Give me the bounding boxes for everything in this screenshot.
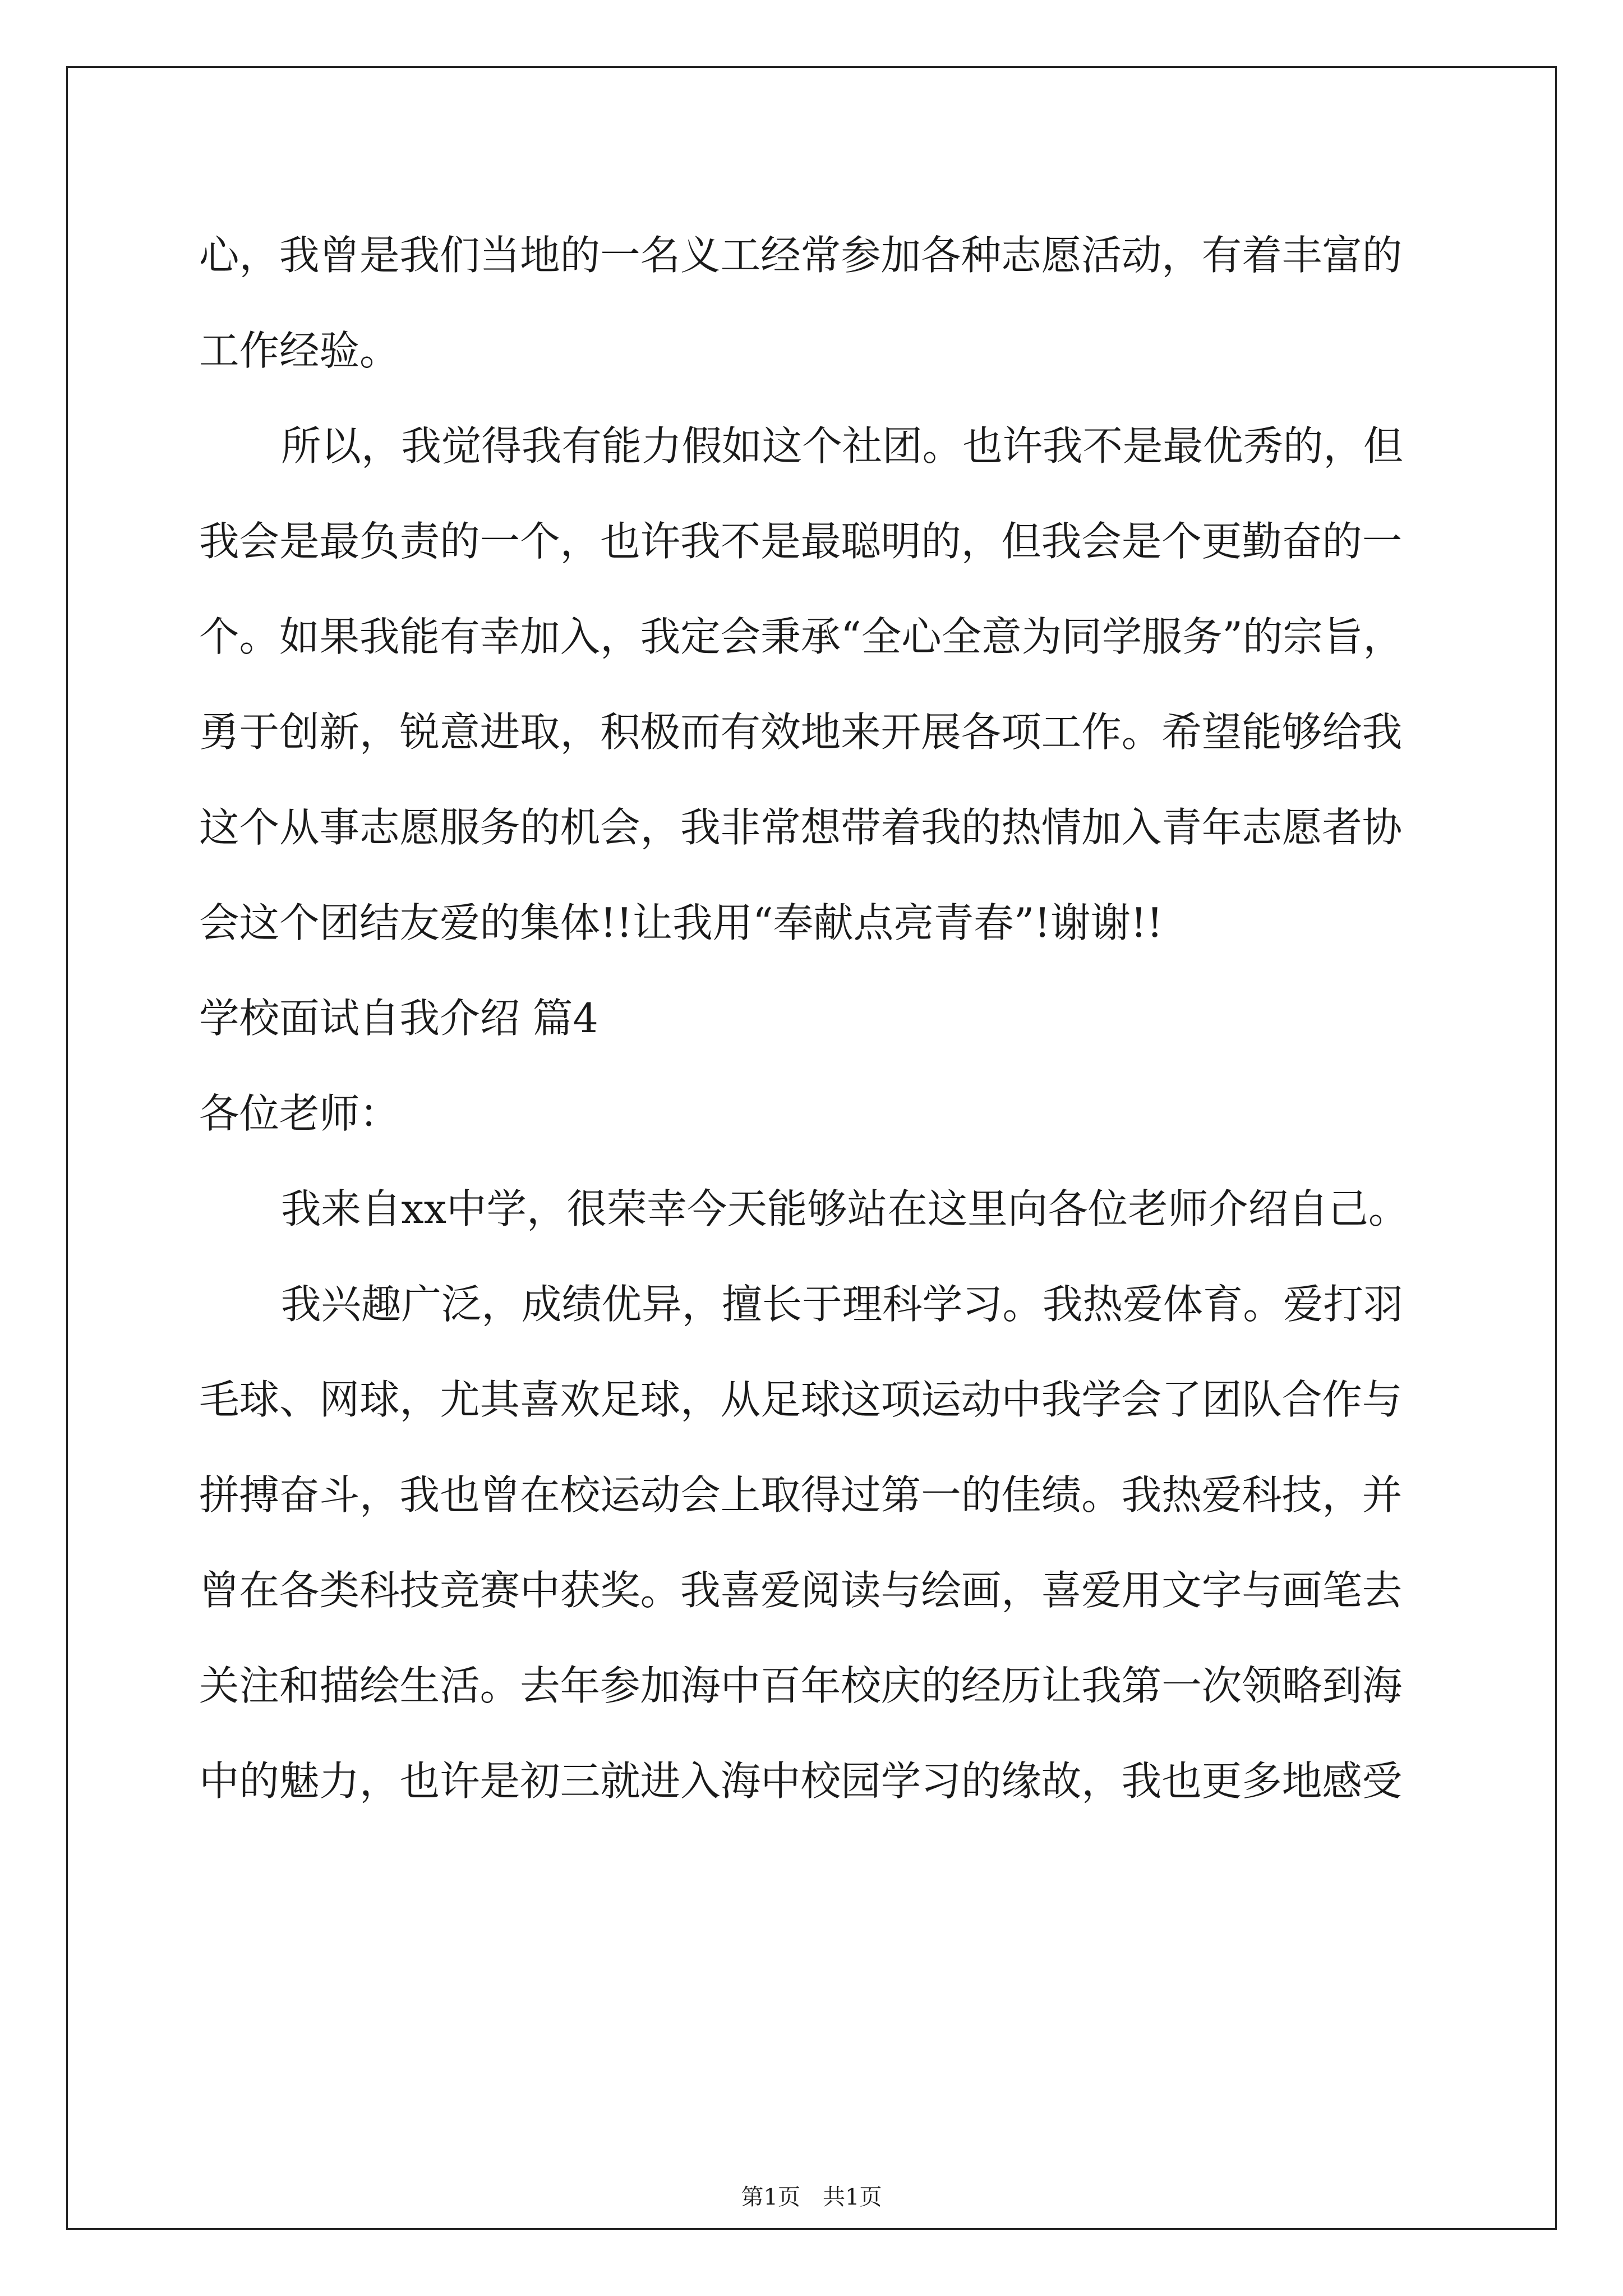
text-line: [199, 1447, 1433, 1543]
text-line: [199, 1638, 1433, 1733]
text-line-content: 心，我曾是我们当地的一名义工经常参加各种志愿活动，有着丰富的: [199, 232, 1403, 279]
text-line-content: 所以，我觉得我有能力假如这个社团。也许我不是最优秀的，但: [281, 422, 1404, 470]
text-line-content: 我兴趣广泛，成绩优异，擅长于理科学习。我热爱体育。爱打羽: [281, 1281, 1404, 1328]
text-line-content: 会这个团结友爱的集体!!让我用“奉献点亮青春”!谢谢!!: [199, 899, 1163, 946]
text-line-content: 关注和描绘生活。去年参加海中百年校庆的经历让我第一次领略到海: [199, 1662, 1403, 1709]
salutation-text: 各位老师：: [199, 1090, 400, 1137]
text-line-content: 勇于创新，锐意进取，积极而有效地来开展各项工作。希望能够给我: [199, 708, 1403, 756]
text-line: [199, 589, 1433, 684]
paragraph-first-line: [199, 1257, 1433, 1352]
section-heading: [199, 970, 1433, 1066]
text-line: [199, 494, 1433, 589]
text-line-content: 我来自xx中学，很荣幸今天能够站在这里向各位老师介绍自己。: [281, 1185, 1409, 1232]
text-line: [199, 875, 1433, 970]
text-line-content: 工作经验。: [199, 327, 400, 374]
text-line-content: 拼搏奋斗，我也曾在校运动会上取得过第一的佳绩。我热爱科技，并: [199, 1471, 1403, 1519]
page-footer: [0, 2183, 1623, 2211]
text-line: [199, 780, 1433, 875]
text-line-content: 曾在各类科技竞赛中获奖。我喜爱阅读与绘画，喜爱用文字与画笔去: [199, 1567, 1403, 1614]
document-body: [199, 208, 1433, 1829]
text-line: [199, 1543, 1433, 1638]
text-line: [199, 303, 1433, 398]
page-total: 共1页: [823, 2184, 882, 2210]
text-line: [199, 684, 1433, 780]
text-line: [199, 1733, 1433, 1829]
text-line-content: 中的魅力，也许是初三就进入海中校园学习的缘故，我也更多地感受: [199, 1757, 1403, 1805]
text-line-content: 毛球、网球，尤其喜欢足球，从足球这项运动中我学会了团队合作与: [199, 1376, 1403, 1423]
salutation: [199, 1066, 1433, 1161]
text-line-content: 这个从事志愿服务的机会，我非常想带着我的热情加入青年志愿者协: [199, 804, 1403, 851]
text-line-content: 我会是最负责的一个，也许我不是最聪明的，但我会是个更勤奋的一: [199, 518, 1403, 565]
page-number: 第1页: [741, 2184, 800, 2210]
section-heading-text: 学校面试自我介绍 篇4: [199, 995, 598, 1042]
text-line-content: 个。如果我能有幸加入，我定会秉承“全心全意为同学服务”的宗旨，: [199, 613, 1403, 660]
paragraph-first-line: [199, 1161, 1433, 1257]
text-line: [199, 208, 1433, 303]
paragraph-first-line: [199, 398, 1433, 494]
text-line: [199, 1352, 1433, 1447]
